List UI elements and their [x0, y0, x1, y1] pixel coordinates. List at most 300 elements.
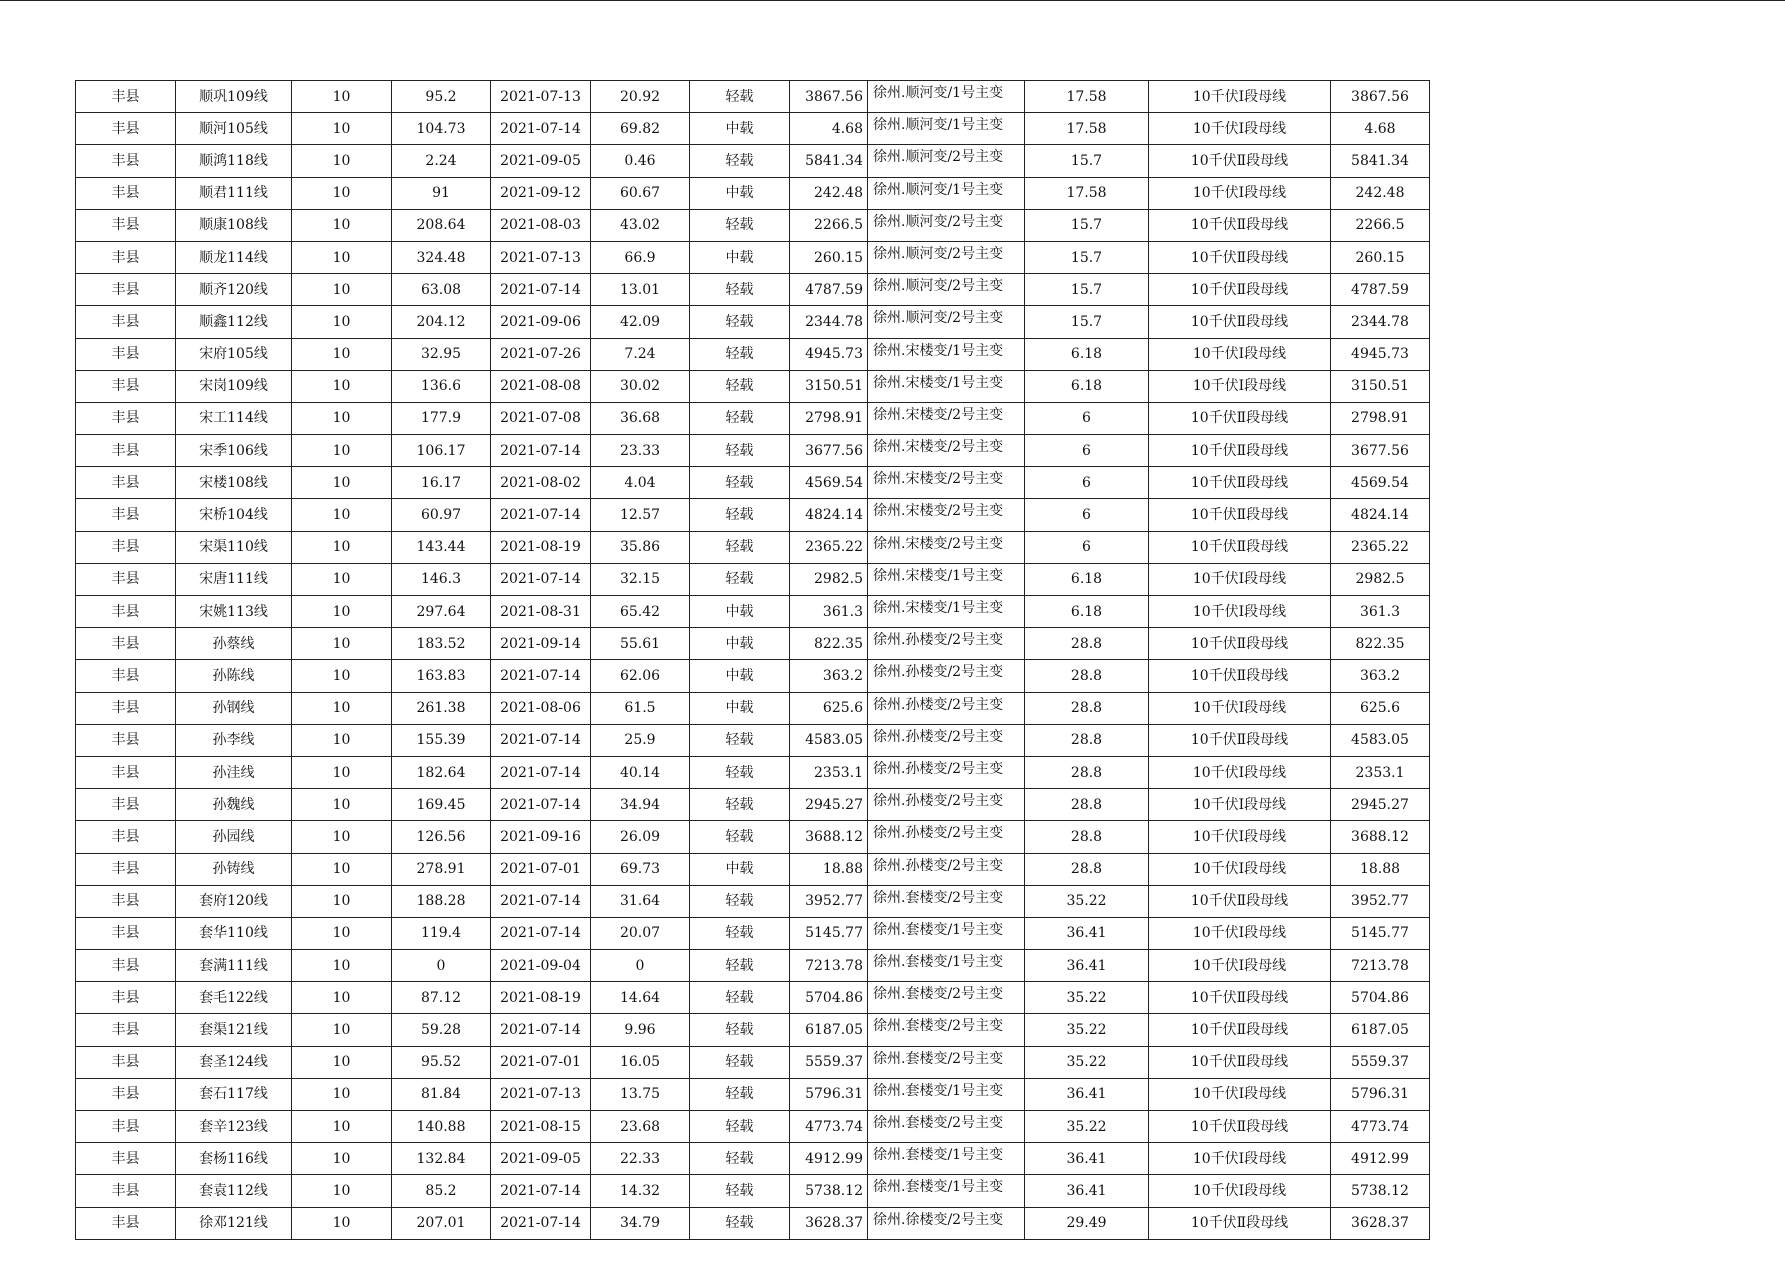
- load-rate-cell: 55.61: [591, 628, 690, 660]
- county-cell: 丰县: [76, 982, 176, 1014]
- busbar-cell: 10千伏Ⅱ段母线: [1149, 982, 1331, 1014]
- feeder-name-cell: 顺康108线: [176, 209, 292, 241]
- spare-capacity-cell: 4824.14: [790, 499, 868, 531]
- feeder-name-cell: 宋桥104线: [176, 499, 292, 531]
- busbar-cell: 10千伏Ⅱ段母线: [1149, 241, 1331, 273]
- busbar-cell: 10千伏Ⅰ段母线: [1149, 821, 1331, 853]
- county-cell: 丰县: [76, 917, 176, 949]
- substation-value-cell: 15.7: [1025, 241, 1149, 273]
- load-cell: 204.12: [392, 306, 491, 338]
- substation-value-cell: 35.22: [1025, 1014, 1149, 1046]
- county-cell: 丰县: [76, 724, 176, 756]
- spare-capacity-cell: 7213.78: [790, 950, 868, 982]
- county-cell: 丰县: [76, 692, 176, 724]
- substation-cell: [868, 177, 1025, 209]
- load-cell: 278.91: [392, 853, 491, 885]
- substation-cell: [868, 338, 1025, 370]
- available-capacity-cell: 4.68: [1331, 113, 1430, 145]
- substation-cell: [868, 821, 1025, 853]
- available-capacity-cell: 3150.51: [1331, 370, 1430, 402]
- substation-value-cell: 36.41: [1025, 950, 1149, 982]
- substation-value-cell: 6: [1025, 499, 1149, 531]
- load-rate-cell: 22.33: [591, 1143, 690, 1175]
- busbar-cell: 10千伏Ⅰ段母线: [1149, 917, 1331, 949]
- load-cell: 87.12: [392, 982, 491, 1014]
- load-cell: 188.28: [392, 885, 491, 917]
- feeder-name-cell: 宋唐111线: [176, 563, 292, 595]
- voltage-cell: 10: [292, 209, 392, 241]
- spare-capacity-cell: 3952.77: [790, 885, 868, 917]
- substation-text: 徐州.徐楼变/2号主变: [873, 1211, 1004, 1228]
- load-level-cell: 轻载: [690, 338, 790, 370]
- load-rate-cell: 25.9: [591, 724, 690, 756]
- county-cell: 丰县: [76, 531, 176, 563]
- feeder-name-cell: 宋岗109线: [176, 370, 292, 402]
- spare-capacity-cell: 5841.34: [790, 145, 868, 177]
- available-capacity-cell: 3952.77: [1331, 885, 1430, 917]
- load-rate-cell: 32.15: [591, 563, 690, 595]
- date-cell: 2021-09-05: [491, 1143, 591, 1175]
- table-row: [76, 660, 1430, 692]
- substation-cell: [868, 531, 1025, 563]
- spare-capacity-cell: 2353.1: [790, 756, 868, 788]
- date-cell: 2021-07-26: [491, 338, 591, 370]
- substation-value-cell: 6: [1025, 531, 1149, 563]
- load-rate-cell: 7.24: [591, 338, 690, 370]
- voltage-cell: 10: [292, 756, 392, 788]
- available-capacity-cell: 2365.22: [1331, 531, 1430, 563]
- substation-text: 徐州.宋楼变/2号主变: [873, 439, 1004, 456]
- voltage-cell: 10: [292, 1111, 392, 1143]
- available-capacity-cell: 5796.31: [1331, 1078, 1430, 1110]
- substation-value-cell: 36.41: [1025, 917, 1149, 949]
- busbar-cell: 10千伏Ⅱ段母线: [1149, 145, 1331, 177]
- load-rate-cell: 26.09: [591, 821, 690, 853]
- substation-text: 徐州.套楼变/2号主变: [873, 1050, 1004, 1067]
- spare-capacity-cell: 4569.54: [790, 467, 868, 499]
- load-rate-cell: 9.96: [591, 1014, 690, 1046]
- table-row: [76, 177, 1430, 209]
- spare-capacity-cell: 5145.77: [790, 917, 868, 949]
- load-cell: 95.52: [392, 1046, 491, 1078]
- available-capacity-cell: 5704.86: [1331, 982, 1430, 1014]
- load-level-cell: 轻载: [690, 499, 790, 531]
- available-capacity-cell: 3688.12: [1331, 821, 1430, 853]
- voltage-cell: 10: [292, 950, 392, 982]
- table-row: [76, 821, 1430, 853]
- load-level-cell: 轻载: [690, 209, 790, 241]
- substation-value-cell: 35.22: [1025, 1046, 1149, 1078]
- date-cell: 2021-07-14: [491, 499, 591, 531]
- substation-cell: [868, 81, 1025, 113]
- spare-capacity-cell: 5704.86: [790, 982, 868, 1014]
- county-cell: 丰县: [76, 241, 176, 273]
- table-row: [76, 467, 1430, 499]
- spare-capacity-cell: 2344.78: [790, 306, 868, 338]
- spare-capacity-cell: 4787.59: [790, 274, 868, 306]
- voltage-cell: 10: [292, 338, 392, 370]
- table-row: [76, 1111, 1430, 1143]
- substation-cell: [868, 950, 1025, 982]
- table-row: [76, 692, 1430, 724]
- available-capacity-cell: 5738.12: [1331, 1175, 1430, 1207]
- load-level-cell: 轻载: [690, 531, 790, 563]
- substation-text: 徐州.孙楼变/2号主变: [873, 825, 1004, 842]
- county-cell: 丰县: [76, 274, 176, 306]
- substation-text: 徐州.顺河变/1号主变: [873, 117, 1004, 134]
- spare-capacity-cell: 625.6: [790, 692, 868, 724]
- substation-cell: [868, 853, 1025, 885]
- substation-text: 徐州.宋楼变/1号主变: [873, 600, 1004, 616]
- load-rate-cell: 40.14: [591, 756, 690, 788]
- county-cell: 丰县: [76, 1111, 176, 1143]
- substation-cell: [868, 209, 1025, 241]
- county-cell: 丰县: [76, 370, 176, 402]
- date-cell: 2021-07-14: [491, 724, 591, 756]
- substation-value-cell: 28.8: [1025, 821, 1149, 853]
- substation-text: 徐州.顺河变/1号主变: [873, 181, 1004, 198]
- county-cell: 丰县: [76, 1014, 176, 1046]
- table-row: [76, 1046, 1430, 1078]
- substation-text: 徐州.孙楼变/2号主变: [873, 728, 1004, 745]
- date-cell: 2021-07-14: [491, 563, 591, 595]
- feeder-name-cell: 孙陈线: [176, 660, 292, 692]
- load-rate-cell: 0: [591, 950, 690, 982]
- busbar-cell: 10千伏Ⅱ段母线: [1149, 467, 1331, 499]
- available-capacity-cell: 4583.05: [1331, 724, 1430, 756]
- feeder-name-cell: 顺巩109线: [176, 81, 292, 113]
- feeder-name-cell: 套渠121线: [176, 1014, 292, 1046]
- substation-value-cell: 15.7: [1025, 306, 1149, 338]
- date-cell: 2021-09-04: [491, 950, 591, 982]
- voltage-cell: 10: [292, 596, 392, 628]
- county-cell: 丰县: [76, 499, 176, 531]
- load-cell: 119.4: [392, 917, 491, 949]
- load-cell: 81.84: [392, 1078, 491, 1110]
- load-level-cell: 轻载: [690, 756, 790, 788]
- county-cell: 丰县: [76, 467, 176, 499]
- date-cell: 2021-08-31: [491, 596, 591, 628]
- load-rate-cell: 30.02: [591, 370, 690, 402]
- feeder-name-cell: 套满111线: [176, 950, 292, 982]
- feeder-name-cell: 顺君111线: [176, 177, 292, 209]
- date-cell: 2021-08-08: [491, 370, 591, 402]
- spare-capacity-cell: 6187.05: [790, 1014, 868, 1046]
- feeder-name-cell: 孙蔡线: [176, 628, 292, 660]
- spare-capacity-cell: 2266.5: [790, 209, 868, 241]
- date-cell: 2021-07-14: [491, 1014, 591, 1046]
- voltage-cell: 10: [292, 306, 392, 338]
- substation-value-cell: 28.8: [1025, 789, 1149, 821]
- available-capacity-cell: 625.6: [1331, 692, 1430, 724]
- substation-cell: [868, 1143, 1025, 1175]
- voltage-cell: 10: [292, 177, 392, 209]
- voltage-cell: 10: [292, 1143, 392, 1175]
- substation-value-cell: 28.8: [1025, 692, 1149, 724]
- table-row: [76, 499, 1430, 531]
- date-cell: 2021-07-14: [491, 660, 591, 692]
- table-row: [76, 917, 1430, 949]
- spare-capacity-cell: 822.35: [790, 628, 868, 660]
- substation-text: 徐州.宋楼变/2号主变: [873, 406, 1004, 423]
- load-level-cell: 轻载: [690, 274, 790, 306]
- load-rate-cell: 61.5: [591, 692, 690, 724]
- feeder-name-cell: 套石117线: [176, 1078, 292, 1110]
- load-level-cell: 轻载: [690, 950, 790, 982]
- feeder-name-cell: 顺河105线: [176, 113, 292, 145]
- substation-text: 徐州.套楼变/2号主变: [873, 1018, 1004, 1035]
- date-cell: 2021-07-14: [491, 756, 591, 788]
- feeder-name-cell: 顺鑫112线: [176, 306, 292, 338]
- load-rate-cell: 23.33: [591, 435, 690, 467]
- substation-cell: [868, 113, 1025, 145]
- load-rate-cell: 4.04: [591, 467, 690, 499]
- feeder-name-cell: 宋渠110线: [176, 531, 292, 563]
- county-cell: 丰县: [76, 563, 176, 595]
- table-row: [76, 81, 1430, 113]
- load-cell: 136.6: [392, 370, 491, 402]
- date-cell: 2021-08-19: [491, 982, 591, 1014]
- substation-value-cell: 6: [1025, 435, 1149, 467]
- available-capacity-cell: 2798.91: [1331, 402, 1430, 434]
- load-rate-cell: 36.68: [591, 402, 690, 434]
- busbar-cell: 10千伏Ⅱ段母线: [1149, 1014, 1331, 1046]
- date-cell: 2021-07-01: [491, 853, 591, 885]
- voltage-cell: 10: [292, 789, 392, 821]
- county-cell: 丰县: [76, 1078, 176, 1110]
- feeder-name-cell: 套杨116线: [176, 1143, 292, 1175]
- busbar-cell: 10千伏Ⅰ段母线: [1149, 853, 1331, 885]
- voltage-cell: 10: [292, 563, 392, 595]
- load-rate-cell: 62.06: [591, 660, 690, 692]
- load-cell: 60.97: [392, 499, 491, 531]
- substation-value-cell: 17.58: [1025, 113, 1149, 145]
- load-cell: 155.39: [392, 724, 491, 756]
- substation-cell: [868, 628, 1025, 660]
- substation-cell: [868, 241, 1025, 273]
- feeder-name-cell: 宋姚113线: [176, 596, 292, 628]
- busbar-cell: 10千伏Ⅱ段母线: [1149, 209, 1331, 241]
- table-row: [76, 982, 1430, 1014]
- substation-value-cell: 35.22: [1025, 1111, 1149, 1143]
- load-level-cell: 中载: [690, 692, 790, 724]
- substation-cell: [868, 370, 1025, 402]
- table-row: [76, 756, 1430, 788]
- load-level-cell: 中载: [690, 177, 790, 209]
- load-cell: 132.84: [392, 1143, 491, 1175]
- load-cell: 59.28: [392, 1014, 491, 1046]
- table-row: [76, 402, 1430, 434]
- spare-capacity-cell: 2945.27: [790, 789, 868, 821]
- substation-text: 徐州.套楼变/1号主变: [873, 1147, 1004, 1164]
- table-row: [76, 628, 1430, 660]
- substation-cell: [868, 885, 1025, 917]
- busbar-cell: 10千伏Ⅱ段母线: [1149, 435, 1331, 467]
- busbar-cell: 10千伏Ⅱ段母线: [1149, 660, 1331, 692]
- table-row: [76, 370, 1430, 402]
- load-cell: 32.95: [392, 338, 491, 370]
- load-cell: 169.45: [392, 789, 491, 821]
- county-cell: 丰县: [76, 596, 176, 628]
- busbar-cell: 10千伏Ⅱ段母线: [1149, 1111, 1331, 1143]
- substation-value-cell: 35.22: [1025, 885, 1149, 917]
- busbar-cell: 10千伏Ⅱ段母线: [1149, 306, 1331, 338]
- date-cell: 2021-07-14: [491, 1207, 591, 1239]
- substation-text: 徐州.顺河变/2号主变: [873, 310, 1004, 327]
- busbar-cell: 10千伏Ⅰ段母线: [1149, 1143, 1331, 1175]
- substation-text: 徐州.宋楼变/1号主变: [873, 374, 1004, 391]
- available-capacity-cell: 5145.77: [1331, 917, 1430, 949]
- date-cell: 2021-07-14: [491, 274, 591, 306]
- date-cell: 2021-07-14: [491, 917, 591, 949]
- load-level-cell: 中载: [690, 113, 790, 145]
- table-row: [76, 435, 1430, 467]
- busbar-cell: 10千伏Ⅱ段母线: [1149, 274, 1331, 306]
- substation-text: 徐州.孙楼变/2号主变: [873, 857, 1004, 874]
- feeder-name-cell: 徐邓121线: [176, 1207, 292, 1239]
- busbar-cell: 10千伏Ⅱ段母线: [1149, 628, 1331, 660]
- load-rate-cell: 16.05: [591, 1046, 690, 1078]
- load-rate-cell: 35.86: [591, 531, 690, 563]
- load-cell: 95.2: [392, 81, 491, 113]
- spare-capacity-cell: 5559.37: [790, 1046, 868, 1078]
- date-cell: 2021-07-14: [491, 113, 591, 145]
- spare-capacity-cell: 4912.99: [790, 1143, 868, 1175]
- substation-cell: [868, 1046, 1025, 1078]
- county-cell: 丰县: [76, 660, 176, 692]
- spare-capacity-cell: 260.15: [790, 241, 868, 273]
- available-capacity-cell: 4945.73: [1331, 338, 1430, 370]
- county-cell: 丰县: [76, 821, 176, 853]
- voltage-cell: 10: [292, 1014, 392, 1046]
- load-rate-cell: 69.82: [591, 113, 690, 145]
- spare-capacity-cell: 3688.12: [790, 821, 868, 853]
- substation-text: 徐州.宋楼变/2号主变: [873, 503, 1004, 520]
- spare-capacity-cell: 18.88: [790, 853, 868, 885]
- available-capacity-cell: 260.15: [1331, 241, 1430, 273]
- date-cell: 2021-08-03: [491, 209, 591, 241]
- table-row: [76, 950, 1430, 982]
- load-level-cell: 轻载: [690, 1078, 790, 1110]
- date-cell: 2021-07-14: [491, 1175, 591, 1207]
- load-rate-cell: 60.67: [591, 177, 690, 209]
- available-capacity-cell: 4773.74: [1331, 1111, 1430, 1143]
- load-cell: 183.52: [392, 628, 491, 660]
- available-capacity-cell: 4569.54: [1331, 467, 1430, 499]
- feeder-name-cell: 顺齐120线: [176, 274, 292, 306]
- feeder-name-cell: 宋工114线: [176, 402, 292, 434]
- busbar-cell: 10千伏Ⅰ段母线: [1149, 950, 1331, 982]
- spare-capacity-cell: 363.2: [790, 660, 868, 692]
- load-level-cell: 轻载: [690, 821, 790, 853]
- county-cell: 丰县: [76, 950, 176, 982]
- spare-capacity-cell: 361.3: [790, 596, 868, 628]
- county-cell: 丰县: [76, 306, 176, 338]
- substation-cell: [868, 692, 1025, 724]
- busbar-cell: 10千伏Ⅰ段母线: [1149, 563, 1331, 595]
- substation-cell: [868, 660, 1025, 692]
- spare-capacity-cell: 3677.56: [790, 435, 868, 467]
- table-row: [76, 113, 1430, 145]
- busbar-cell: 10千伏Ⅱ段母线: [1149, 499, 1331, 531]
- table-row: [76, 789, 1430, 821]
- load-rate-cell: 20.92: [591, 81, 690, 113]
- available-capacity-cell: 5841.34: [1331, 145, 1430, 177]
- table-row: [76, 563, 1430, 595]
- feeder-name-cell: 孙钢线: [176, 692, 292, 724]
- date-cell: 2021-09-14: [491, 628, 591, 660]
- substation-text: 徐州.顺河变/1号主变: [873, 85, 1004, 101]
- spare-capacity-cell: 3867.56: [790, 81, 868, 113]
- substation-value-cell: 36.41: [1025, 1078, 1149, 1110]
- available-capacity-cell: 3677.56: [1331, 435, 1430, 467]
- busbar-cell: 10千伏Ⅰ段母线: [1149, 1078, 1331, 1110]
- feeder-name-cell: 孙园线: [176, 821, 292, 853]
- load-cell: 91: [392, 177, 491, 209]
- substation-value-cell: 36.41: [1025, 1175, 1149, 1207]
- load-cell: 182.64: [392, 756, 491, 788]
- voltage-cell: 10: [292, 1175, 392, 1207]
- county-cell: 丰县: [76, 435, 176, 467]
- load-cell: 177.9: [392, 402, 491, 434]
- spare-capacity-cell: 4583.05: [790, 724, 868, 756]
- busbar-cell: 10千伏Ⅰ段母线: [1149, 177, 1331, 209]
- substation-cell: [868, 306, 1025, 338]
- county-cell: 丰县: [76, 885, 176, 917]
- substation-value-cell: 28.8: [1025, 853, 1149, 885]
- table-body: [76, 81, 1430, 1240]
- load-cell: 261.38: [392, 692, 491, 724]
- load-level-cell: 中载: [690, 660, 790, 692]
- feeder-name-cell: 孙铸线: [176, 853, 292, 885]
- load-rate-cell: 14.64: [591, 982, 690, 1014]
- available-capacity-cell: 4824.14: [1331, 499, 1430, 531]
- load-level-cell: 中载: [690, 241, 790, 273]
- date-cell: 2021-07-14: [491, 435, 591, 467]
- table-row: [76, 885, 1430, 917]
- county-cell: 丰县: [76, 402, 176, 434]
- date-cell: 2021-08-06: [491, 692, 591, 724]
- feeder-name-cell: 宋楼108线: [176, 467, 292, 499]
- load-cell: 126.56: [392, 821, 491, 853]
- load-cell: 146.3: [392, 563, 491, 595]
- substation-text: 徐州.宋楼变/1号主变: [873, 567, 1004, 584]
- substation-cell: [868, 1111, 1025, 1143]
- busbar-cell: 10千伏Ⅱ段母线: [1149, 885, 1331, 917]
- spare-capacity-cell: 2982.5: [790, 563, 868, 595]
- load-level-cell: 轻载: [690, 1046, 790, 1078]
- busbar-cell: 10千伏Ⅰ段母线: [1149, 113, 1331, 145]
- date-cell: 2021-07-14: [491, 885, 591, 917]
- substation-text: 徐州.套楼变/2号主变: [873, 1115, 1004, 1131]
- substation-cell: [868, 499, 1025, 531]
- substation-text: 徐州.孙楼变/2号主变: [873, 664, 1004, 681]
- load-rate-cell: 69.73: [591, 853, 690, 885]
- feeder-name-cell: 宋季106线: [176, 435, 292, 467]
- load-rate-cell: 0.46: [591, 145, 690, 177]
- available-capacity-cell: 361.3: [1331, 596, 1430, 628]
- voltage-cell: 10: [292, 917, 392, 949]
- table-row: [76, 306, 1430, 338]
- date-cell: 2021-09-05: [491, 145, 591, 177]
- spare-capacity-cell: 2798.91: [790, 402, 868, 434]
- date-cell: 2021-07-13: [491, 1078, 591, 1110]
- load-level-cell: 轻载: [690, 1111, 790, 1143]
- load-cell: 2.24: [392, 145, 491, 177]
- feeder-name-cell: 套府120线: [176, 885, 292, 917]
- table-row: [76, 596, 1430, 628]
- load-cell: 106.17: [392, 435, 491, 467]
